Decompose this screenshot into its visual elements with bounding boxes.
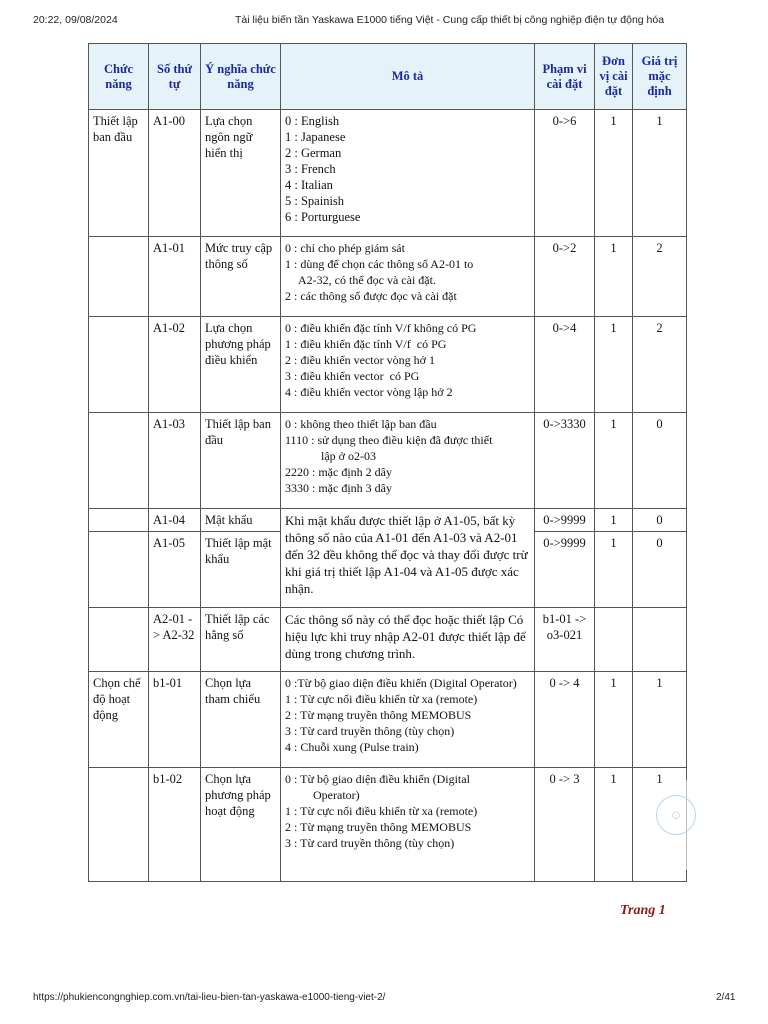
param-unit: 1	[595, 413, 633, 509]
desc-line: A2-32, có thể đọc và cài đặt.	[298, 273, 436, 287]
table-row	[89, 608, 687, 672]
password-description: Khi mật khẩu được thiết lập ở A1-05, bất kỳ thông số nào của A1-01 đến A1-03 và A2-01 đến 32 đều không thể đọc và thay đổi được trừ khi giá trị thiết lập A1-04 và A1-05 được xác nhận.	[281, 509, 535, 608]
param-meaning: Chọn lựa phương pháp hoạt động	[201, 768, 281, 882]
param-range: b1-01 -> o3-021	[535, 608, 595, 672]
param-range: 0 -> 4	[535, 672, 595, 768]
param-unit: 1	[595, 532, 633, 608]
header-unit: Đơn vị cài đặt	[595, 44, 633, 110]
table-header-row	[89, 44, 687, 110]
param-meaning: Thiết lập mật khẩu	[201, 532, 281, 608]
desc-line: 2 : German	[285, 146, 342, 160]
param-meaning: Mật khẩu	[201, 509, 281, 532]
desc-line: 3 : French	[285, 162, 336, 176]
param-description	[281, 110, 535, 237]
parameter-table	[88, 43, 687, 882]
desc-line: 5 : Spainish	[285, 194, 345, 208]
param-range: 0->9999	[535, 532, 595, 608]
table-row	[89, 110, 687, 237]
param-description	[281, 768, 535, 882]
desc-line: 3 : Từ card truyền thông (tùy chọn)	[285, 724, 455, 738]
desc-line: 0 : chỉ cho phép giám sát	[285, 241, 405, 255]
param-unit: 1	[595, 768, 633, 882]
desc-line: 0 : điều khiển đặc tính V/f không có PG	[285, 321, 477, 335]
param-unit	[595, 608, 633, 672]
param-default: 0	[633, 532, 687, 608]
param-number: A1-02	[149, 317, 201, 413]
param-unit: 1	[595, 509, 633, 532]
param-description	[281, 672, 535, 768]
param-meaning: Lựa chọn phương pháp điều khiển	[201, 317, 281, 413]
header-meaning: Ý nghĩa chức năng	[201, 44, 281, 110]
param-unit: 1	[595, 672, 633, 768]
table-row	[89, 237, 687, 317]
desc-line: 6 : Porturguese	[285, 210, 361, 224]
header-range: Phạm vi cài đặt	[535, 44, 595, 110]
page-counter: 2/41	[716, 992, 736, 1003]
desc-line: 3 : Từ card truyền thông (tùy chọn)	[285, 836, 455, 850]
param-range: 0->6	[535, 110, 595, 237]
header-default: Giá trị mặc định	[633, 44, 687, 110]
param-default: 1	[633, 672, 687, 768]
param-range: 0 -> 3	[535, 768, 595, 882]
desc-line: 0 : Từ bộ giao diện điều khiển (Digital	[285, 772, 470, 786]
param-meaning: Thiết lập các hằng số	[201, 608, 281, 672]
param-unit: 1	[595, 317, 633, 413]
param-default: 0	[633, 509, 687, 532]
param-number: A1-05	[149, 532, 201, 608]
desc-line: Operator)	[313, 788, 360, 802]
param-default: 0	[633, 413, 687, 509]
desc-line: 4 : điều khiển vector vòng lập hở 2	[285, 385, 453, 399]
param-range: 0->3330	[535, 413, 595, 509]
param-default	[633, 608, 687, 672]
desc-line: 2 : Từ mạng truyền thông MEMOBUS	[285, 820, 472, 834]
table-row	[89, 768, 687, 882]
desc-line: 1 : điều khiển đặc tính V/f có PG	[285, 337, 447, 351]
header-number: Số thứ tự	[149, 44, 201, 110]
param-default: 1	[633, 768, 687, 882]
desc-line: 1110 : sử dụng theo điều kiện đã được thiết	[285, 433, 493, 447]
param-default: 2	[633, 317, 687, 413]
desc-line: 2 : Từ mạng truyền thông MEMOBUS	[285, 708, 472, 722]
desc-line: 0 : English	[285, 114, 340, 128]
param-meaning: Mức truy cập thông số	[201, 237, 281, 317]
header-function: Chức năng	[89, 44, 149, 110]
param-meaning: Thiết lập ban đầu	[201, 413, 281, 509]
param-number: A1-03	[149, 413, 201, 509]
desc-line: 0 :Từ bộ giao diện điều khiển (Digital Operator)	[285, 676, 517, 690]
desc-line: 2 : các thông số được đọc và cài đặt	[285, 289, 457, 303]
desc-line: 1 : Từ cực nối điều khiển từ xa (remote)	[285, 804, 478, 818]
desc-line: 1 : Japanese	[285, 130, 346, 144]
table-row	[89, 509, 687, 532]
page-label: Trang 1	[620, 903, 666, 918]
param-description	[281, 317, 535, 413]
group-initial-setup: Thiết lập ban đầu	[89, 110, 149, 237]
desc-line: 2 : điều khiển vector vòng hở 1	[285, 353, 435, 367]
param-description: Các thông số này có thể đọc hoặc thiết lập Có hiệu lực khi truy nhập A2-01 được thiết lập để dùng trong chương trình.	[281, 608, 535, 672]
param-meaning: Lựa chọn ngôn ngữ hiển thị	[201, 110, 281, 237]
param-range: 0->9999	[535, 509, 595, 532]
param-range: 0->4	[535, 317, 595, 413]
param-unit: 1	[595, 237, 633, 317]
table-row	[89, 317, 687, 413]
param-range: 0->2	[535, 237, 595, 317]
param-default: 1	[633, 110, 687, 237]
header-description: Mô tả	[281, 44, 535, 110]
param-description	[281, 413, 535, 509]
param-number: b1-02	[149, 768, 201, 882]
desc-line: 4 : Italian	[285, 178, 333, 192]
print-datetime: 20:22, 09/08/2024	[33, 14, 118, 26]
table-row	[89, 413, 687, 509]
param-unit: 1	[595, 110, 633, 237]
param-number: A1-00	[149, 110, 201, 237]
desc-line: 3330 : mặc định 3 dây	[285, 481, 392, 495]
page-url: https://phukiencongnghiep.com.vn/tai-lieu-bien-tan-yaskawa-e1000-tieng-viet-2/	[33, 992, 386, 1003]
group-operation-mode: Chọn chế độ hoạt động	[89, 672, 149, 768]
param-default: 2	[633, 237, 687, 317]
desc-line: 0 : không theo thiết lập ban đầu	[285, 417, 437, 431]
param-number: A2-01 -> A2-32	[149, 608, 201, 672]
param-meaning: Chọn lựa tham chiếu	[201, 672, 281, 768]
desc-line: 2220 : mặc định 2 dây	[285, 465, 392, 479]
watermark-stamp-icon: ◯	[656, 795, 696, 835]
desc-line: 3 : điều khiển vector có PG	[285, 369, 420, 383]
desc-line: 1 : dùng để chọn các thông số A2-01 to	[285, 257, 474, 271]
param-description	[281, 237, 535, 317]
table-row	[89, 672, 687, 768]
param-number: A1-01	[149, 237, 201, 317]
page-title: Tài liệu biến tần Yaskawa E1000 tiếng Việt - Cung cấp thiết bị công nghiệp điện tự động hóa	[235, 14, 665, 26]
param-number: A1-04	[149, 509, 201, 532]
desc-line: lập ở o2-03	[321, 449, 377, 463]
desc-line: 1 : Từ cực nối điều khiển từ xa (remote)	[285, 692, 478, 706]
desc-line: 4 : Chuỗi xung (Pulse train)	[285, 740, 419, 754]
param-number: b1-01	[149, 672, 201, 768]
